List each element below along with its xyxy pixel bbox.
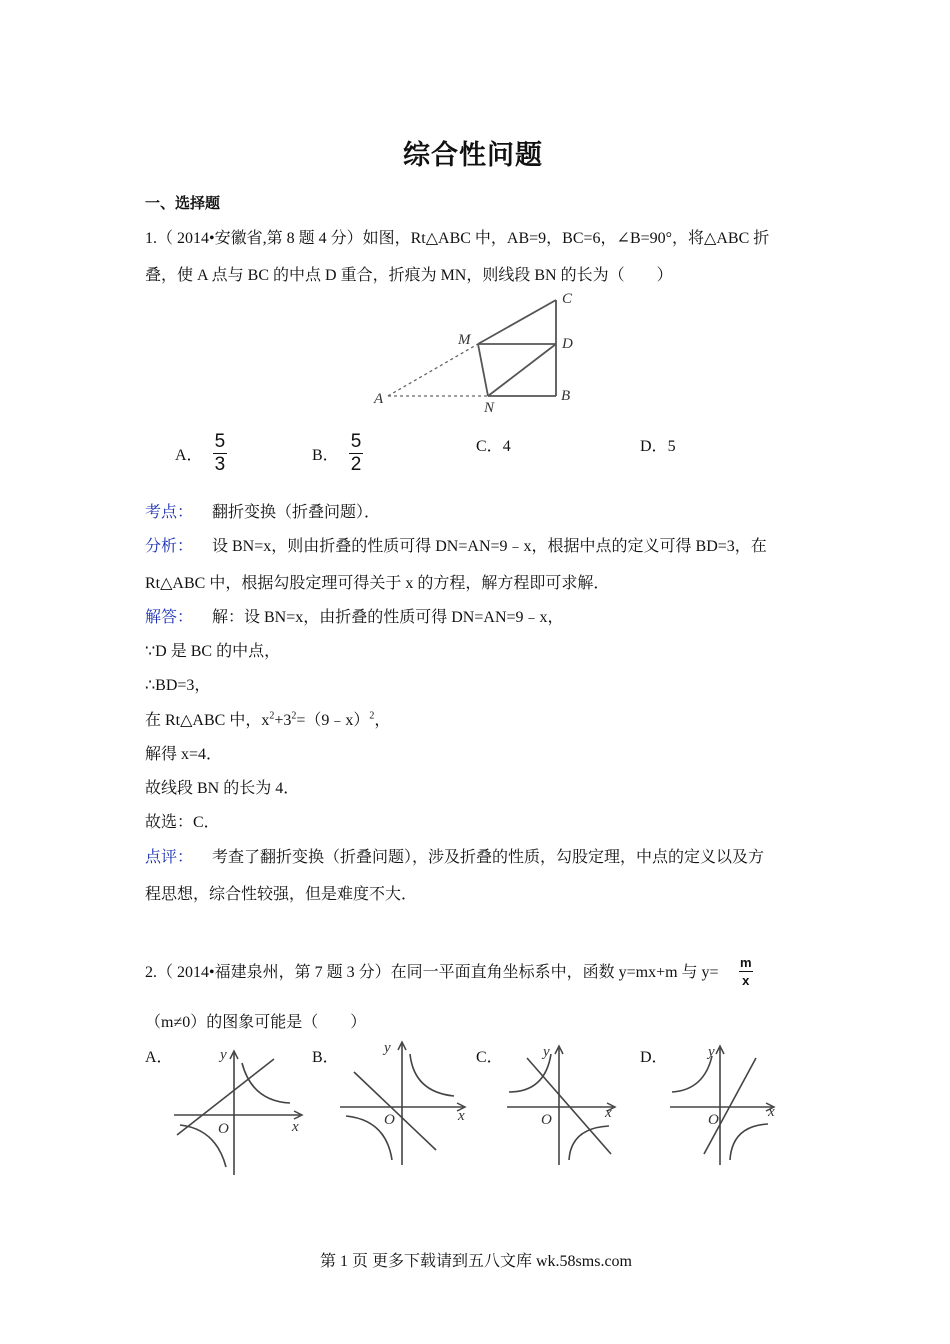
q1-option-d[interactable]: [640, 433, 676, 456]
jieda-label: 解答：: [145, 609, 194, 626]
segment-nd: [488, 344, 556, 396]
fenxi-line2: Rt△ABC 中，根据勾股定理可得关于 x 的方程，解方程即可求解．: [145, 575, 610, 592]
q2-stem-line2: （m≠0）的图象可能是（ ）: [145, 1014, 367, 1031]
y-label: y: [220, 1047, 227, 1063]
segment-mc: [478, 300, 556, 344]
hyperbola-branch-1: [242, 1063, 290, 1103]
label-b: B: [561, 388, 571, 404]
q2-option-b-label[interactable]: B．: [312, 1049, 339, 1066]
solution-step-1: ∵D 是 BC 的中点，: [145, 643, 281, 660]
x-label: x: [458, 1108, 465, 1124]
q1-stem-line2: 叠，使 A 点与 BC 的中点 D 重合，折痕为 MN，则线段 BN 的长为（ ）: [145, 267, 673, 284]
solution-step-4: 解得 x=4．: [145, 746, 223, 763]
q1-option-b-fraction: $\frac{5}{2}$: [350, 431, 362, 475]
q1-option-a-letter: A．: [175, 447, 203, 464]
q2-option-d-label[interactable]: D．: [640, 1049, 668, 1066]
q2-graph-b[interactable]: [338, 1040, 478, 1172]
label-a: A: [374, 391, 384, 407]
kaodian-label: 考点：: [145, 504, 194, 521]
hyperbola-branch-2: [730, 1124, 768, 1160]
hyperbola-branch-1: [410, 1054, 454, 1096]
origin-label: O: [384, 1112, 395, 1128]
hyperbola-branch-1: [672, 1056, 712, 1092]
label-n: N: [484, 400, 495, 416]
origin-label: O: [218, 1121, 229, 1137]
line-graph: [527, 1058, 611, 1154]
q1-stem-line1: 1.（ 2014•安徽省,第 8 题 4 分）如图，Rt△ABC 中，AB=9，BC=6，∠B=90°，将△ABC 折: [145, 230, 770, 247]
y-label: y: [708, 1044, 715, 1060]
q2-stem-line1: 2.（ 2014•福建泉州，第 7 题 3 分）在同一平面直角坐标系中，函数 y=mx+m 与 y=: [145, 964, 719, 981]
hyperbola-branch-2: [569, 1126, 609, 1160]
q1-option-a[interactable]: [175, 432, 227, 475]
q1-option-c-letter: C．: [476, 438, 503, 455]
q2-graph-a[interactable]: [172, 1045, 312, 1177]
q2-option-c-label[interactable]: C．: [476, 1049, 503, 1066]
q2-graph-c[interactable]: [505, 1040, 645, 1172]
q1-option-c[interactable]: [476, 433, 511, 456]
segment-mn: [478, 344, 488, 396]
label-d: D: [562, 336, 573, 352]
x-label: x: [292, 1119, 299, 1135]
line-graph: [704, 1058, 756, 1154]
jieda-text: 解：设 BN=x，由折叠的性质可得 DN=AN=9﹣x，: [212, 609, 564, 626]
q2-graph-d[interactable]: [668, 1040, 808, 1172]
origin-label: O: [708, 1112, 719, 1128]
dianping-line1: 考查了翻折变换（折叠问题），涉及折叠的性质，勾股定理，中点的定义以及方: [212, 849, 765, 866]
fenxi-label: 分析：: [145, 538, 194, 555]
dianping-line2: 程思想，综合性较强，但是难度不大．: [145, 886, 418, 903]
q1-triangle-figure: [368, 286, 588, 418]
q1-option-a-fraction: $\frac{5}{3}$: [214, 431, 226, 475]
x-label: x: [768, 1104, 775, 1120]
page-title: 综合性问题: [403, 140, 543, 171]
solution-step-2: ∴BD=3，: [145, 677, 211, 694]
q2-option-a-label[interactable]: A．: [145, 1049, 173, 1066]
dianping-label: 点评：: [145, 849, 194, 866]
q1-option-c-value: 4: [502, 438, 511, 455]
y-label: y: [543, 1044, 550, 1060]
q1-option-d-letter: D．: [640, 438, 668, 455]
fold-line-am: [388, 344, 478, 396]
solution-step-5: 故线段 BN 的长为 4．: [145, 780, 300, 797]
section-heading: 一、选择题: [145, 194, 221, 212]
kaodian-text: 翻折变换（折叠问题）．: [212, 504, 381, 521]
q1-option-b-letter: B．: [312, 447, 339, 464]
q2-fraction-m-over-x: $\frac{m}{x}$: [740, 955, 752, 988]
label-c: C: [562, 291, 573, 307]
x-label: x: [605, 1105, 612, 1121]
page-footer: 第 1 页 更多下载请到五八文库 wk.58sms.com: [320, 1253, 633, 1270]
y-label: y: [384, 1040, 391, 1056]
q1-option-d-value: 5: [667, 438, 676, 455]
origin-label: O: [541, 1112, 552, 1128]
solution-step-6: 故选：C．: [145, 814, 220, 831]
solution-step-3: 在 Rt△ABC 中，$x^2+3^2=(9﹣x)^2$，: [145, 710, 391, 729]
fenxi-line1: 设 BN=x，则由折叠的性质可得 DN=AN=9﹣x，根据中点的定义可得 BD=3，在: [212, 538, 767, 555]
q1-option-b[interactable]: [312, 432, 363, 475]
label-m: M: [458, 332, 471, 348]
